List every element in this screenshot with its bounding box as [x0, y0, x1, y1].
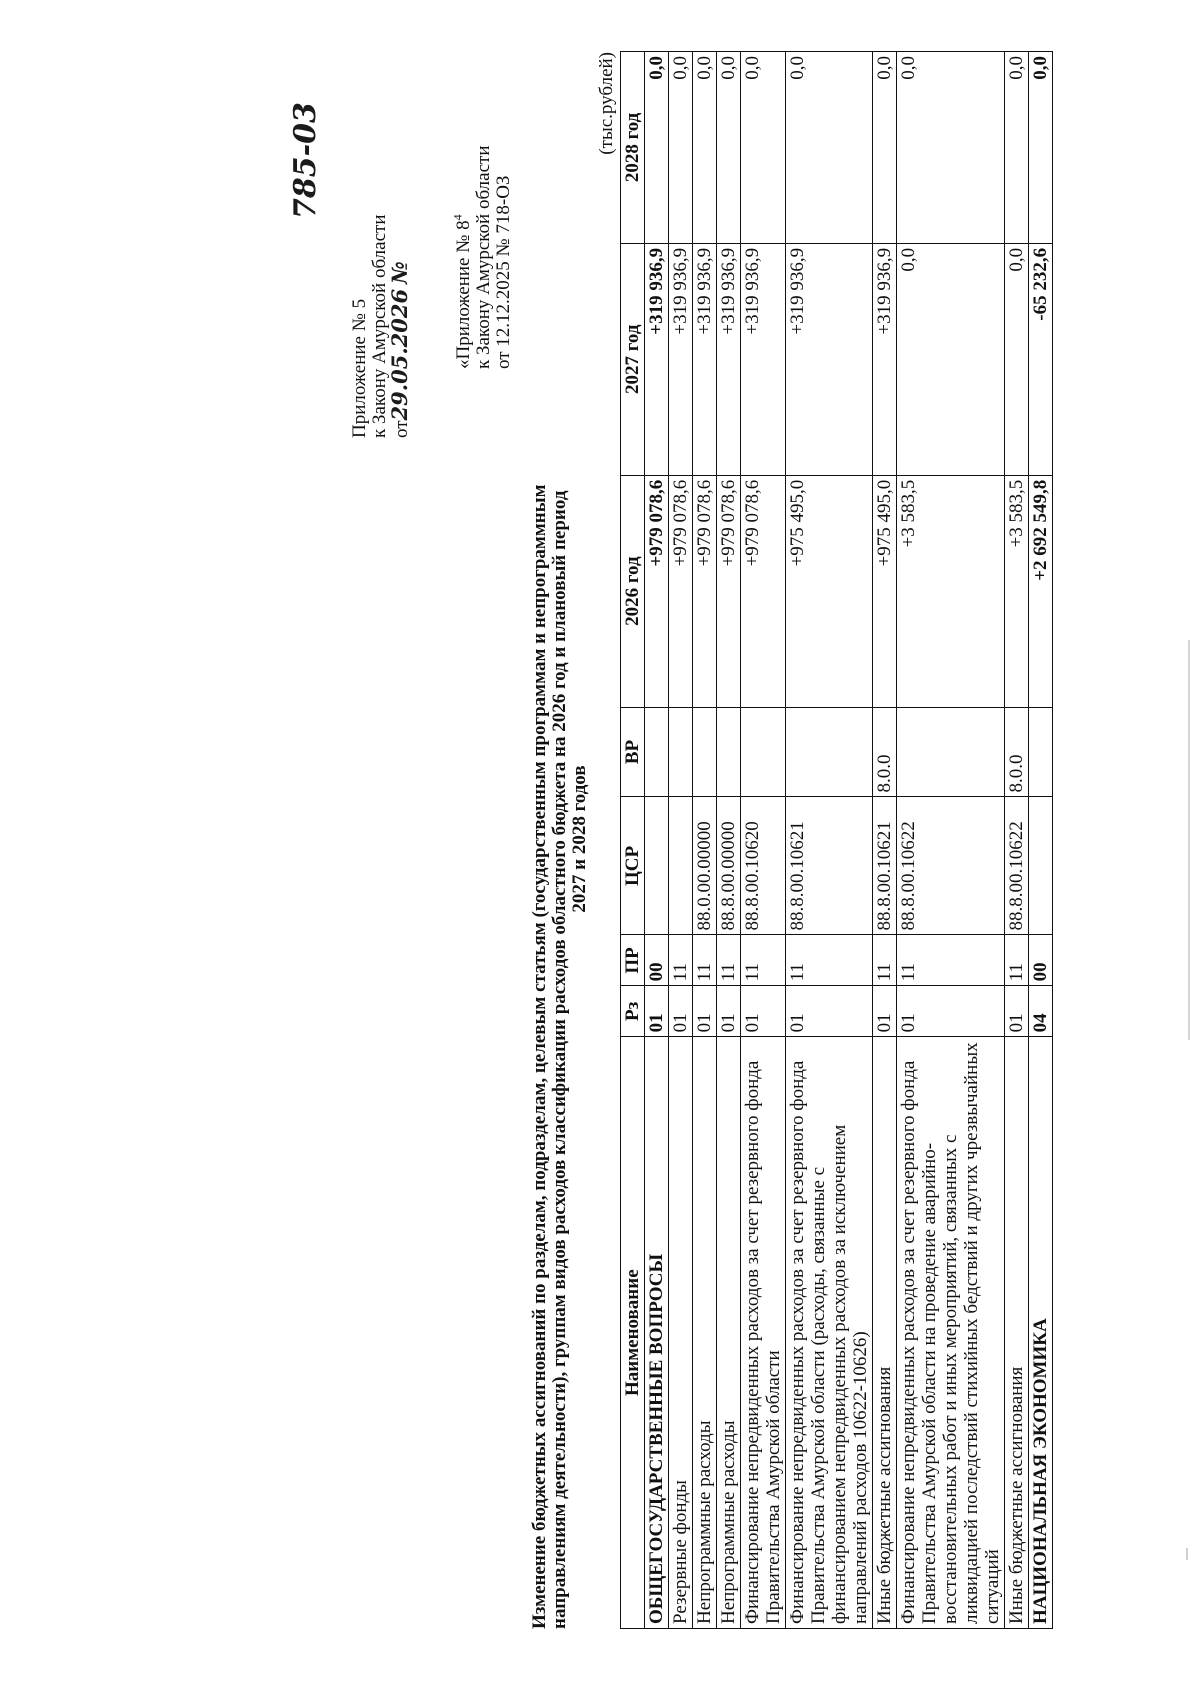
row-csr: 88.8.00.10621 — [873, 797, 897, 935]
row-csr: 88.0.00.00000 — [693, 797, 717, 935]
row-pr: 11 — [669, 935, 693, 986]
row-2026: +979 078,6 — [669, 475, 693, 707]
row-csr: 88.8.00.10621 — [786, 797, 873, 935]
row-rz: 01 — [1005, 986, 1029, 1037]
row-vr — [897, 707, 1005, 797]
row-name: Финансирование непредвиденных расходов за счет резервного фонда Правительства Амурской области (расходы, связанные с финансированием непредвиденных расходов за исключением направлений расходов 10622-10626) — [786, 1037, 873, 1629]
row-csr: 88.8.00.00000 — [717, 797, 741, 935]
row-2027: +319 936,9 — [693, 243, 717, 475]
units-label: (тыс.рублей) — [596, 52, 617, 155]
prev-appendix-number — [450, 49, 474, 369]
previous-appendix-reference — [450, 49, 514, 369]
row-vr: 8.0.0 — [873, 707, 897, 797]
header-2028: 2028 год — [621, 52, 645, 244]
row-2027: +319 936,9 — [669, 243, 693, 475]
row-rz: 01 — [786, 986, 873, 1037]
rotated-document — [288, 52, 1120, 1634]
row-2026: +979 078,6 — [741, 475, 786, 707]
row-2027: +319 936,9 — [717, 243, 741, 475]
appendix-law: к Закону Амурской области — [369, 214, 390, 438]
table-row — [897, 52, 1005, 1629]
row-2028: 0,0 — [897, 52, 1005, 244]
row-pr: 00 — [645, 935, 669, 986]
prev-appendix-law: к Закону Амурской области — [473, 145, 494, 369]
budget-table — [620, 51, 1053, 1629]
row-name: Резервные фонды — [669, 1037, 693, 1629]
header-2026: 2026 год — [621, 475, 645, 707]
header-vr: ВР — [621, 707, 645, 797]
row-2028: 0,0 — [741, 52, 786, 244]
row-2028: 0,0 — [717, 52, 741, 244]
document-title — [530, 49, 590, 1629]
table-row — [693, 52, 717, 1629]
row-2027: +319 936,9 — [741, 243, 786, 475]
row-rz: 01 — [717, 986, 741, 1037]
table-row — [741, 52, 786, 1629]
prev-appendix-date: от 12.12.2025 № 718-ОЗ — [493, 175, 514, 369]
row-vr: 8.0.0 — [1005, 707, 1029, 797]
scan-mark — [1186, 1548, 1188, 1560]
row-pr: 11 — [1005, 935, 1029, 986]
title-line-3: 2027 и 2028 годов — [569, 765, 590, 913]
row-pr: 11 — [786, 935, 873, 986]
row-vr — [741, 707, 786, 797]
row-rz: 01 — [669, 986, 693, 1037]
table-header-row — [621, 52, 645, 1629]
row-2026: +975 495,0 — [873, 475, 897, 707]
appendix-number: Приложение № 5 — [349, 298, 370, 438]
header-2027: 2027 год — [621, 243, 645, 475]
row-rz: 01 — [897, 986, 1005, 1037]
appendix-header — [350, 78, 412, 438]
row-pr: 11 — [717, 935, 741, 986]
row-rz: 04 — [1029, 986, 1053, 1037]
row-2026: +979 078,6 — [717, 475, 741, 707]
row-2028: 0,0 — [873, 52, 897, 244]
row-rz: 01 — [645, 986, 669, 1037]
row-2028: 0,0 — [786, 52, 873, 244]
row-name: ОБЩЕГОСУДАРСТВЕННЫЕ ВОПРОСЫ — [645, 1037, 669, 1629]
row-2028: 0,0 — [1005, 52, 1029, 244]
appendix-date-prefix: от — [391, 420, 412, 438]
title-line-1: Изменение бюджетных ассигнований по разделам, подразделам, целевым статьям (государственным программам и непрограммным — [529, 484, 550, 1629]
row-2028: 0,0 — [645, 52, 669, 244]
prev-appendix-sup: 4 — [450, 214, 465, 221]
row-name: Непрограммные расходы — [717, 1037, 741, 1629]
row-2027: -65 232,6 — [1029, 243, 1053, 475]
row-2027: 0,0 — [1005, 243, 1029, 475]
header-csr: ЦСР — [621, 797, 645, 935]
row-2027: 0,0 — [897, 243, 1005, 475]
row-2026: +975 495,0 — [786, 475, 873, 707]
appendix-date-line — [387, 78, 412, 438]
row-csr — [1029, 797, 1053, 935]
row-vr — [786, 707, 873, 797]
row-name: Финансирование непредвиденных расходов за счет резервного фонда Правительства Амурской области — [741, 1037, 786, 1629]
row-name: Иные бюджетные ассигнования — [873, 1037, 897, 1629]
row-vr — [693, 707, 717, 797]
row-2026: +979 078,6 — [645, 475, 669, 707]
table-row — [786, 52, 873, 1629]
row-rz: 01 — [693, 986, 717, 1037]
row-csr: 88.8.00.10622 — [897, 797, 1005, 935]
row-name: Иные бюджетные ассигнования — [1005, 1037, 1029, 1629]
row-vr — [645, 707, 669, 797]
table-row — [873, 52, 897, 1629]
row-vr — [717, 707, 741, 797]
row-name: НАЦИОНАЛЬНАЯ ЭКОНОМИКА — [1029, 1037, 1053, 1629]
row-name: Финансирование непредвиденных расходов за счет резервного фонда Правительства Амурской области на проведение аварийно-восстановительных работ и иных мероприятий, связанных с ликвидацией последствий стихийных бедствий и других чрезвычайных ситуаций — [897, 1037, 1005, 1629]
row-vr — [669, 707, 693, 797]
title-line-2: направлениям деятельности), группам видов расходов классификации расходов областного бюджета на 2026 год и плановый период — [549, 490, 570, 1629]
table-row — [1029, 52, 1053, 1629]
table-row — [1005, 52, 1029, 1629]
row-2028: 0,0 — [1029, 52, 1053, 244]
row-pr: 11 — [741, 935, 786, 986]
row-rz: 01 — [741, 986, 786, 1037]
row-name: Непрограммные расходы — [693, 1037, 717, 1629]
row-vr — [1029, 707, 1053, 797]
table-row — [717, 52, 741, 1629]
row-2026: +979 078,6 — [693, 475, 717, 707]
row-2028: 0,0 — [669, 52, 693, 244]
row-2026: +2 692 549,8 — [1029, 475, 1053, 707]
row-csr — [645, 797, 669, 935]
row-pr: 00 — [1029, 935, 1053, 986]
row-2026: +3 583,5 — [897, 475, 1005, 707]
row-2027: +319 936,9 — [645, 243, 669, 475]
handwritten-number-sign: № — [387, 261, 412, 285]
scan-page-edge — [1188, 640, 1190, 1040]
row-csr — [669, 797, 693, 935]
row-2027: +319 936,9 — [873, 243, 897, 475]
table-row — [645, 52, 669, 1629]
row-csr: 88.8.00.10620 — [741, 797, 786, 935]
row-pr: 11 — [873, 935, 897, 986]
row-pr: 11 — [693, 935, 717, 986]
table-row — [669, 52, 693, 1629]
prev-appendix-label: «Приложение № 8 — [453, 220, 474, 369]
row-2027: +319 936,9 — [786, 243, 873, 475]
row-2028: 0,0 — [693, 52, 717, 244]
row-csr: 88.8.00.10622 — [1005, 797, 1029, 935]
handwritten-date: 29.05.2026 — [387, 288, 412, 421]
header-rz: Рз — [621, 986, 645, 1037]
row-rz: 01 — [873, 986, 897, 1037]
handwritten-law-number: 785-03 — [288, 102, 323, 219]
row-2026: +3 583,5 — [1005, 475, 1029, 707]
row-pr: 11 — [897, 935, 1005, 986]
header-pr: ПР — [621, 935, 645, 986]
header-name: Наименование — [621, 1037, 645, 1629]
